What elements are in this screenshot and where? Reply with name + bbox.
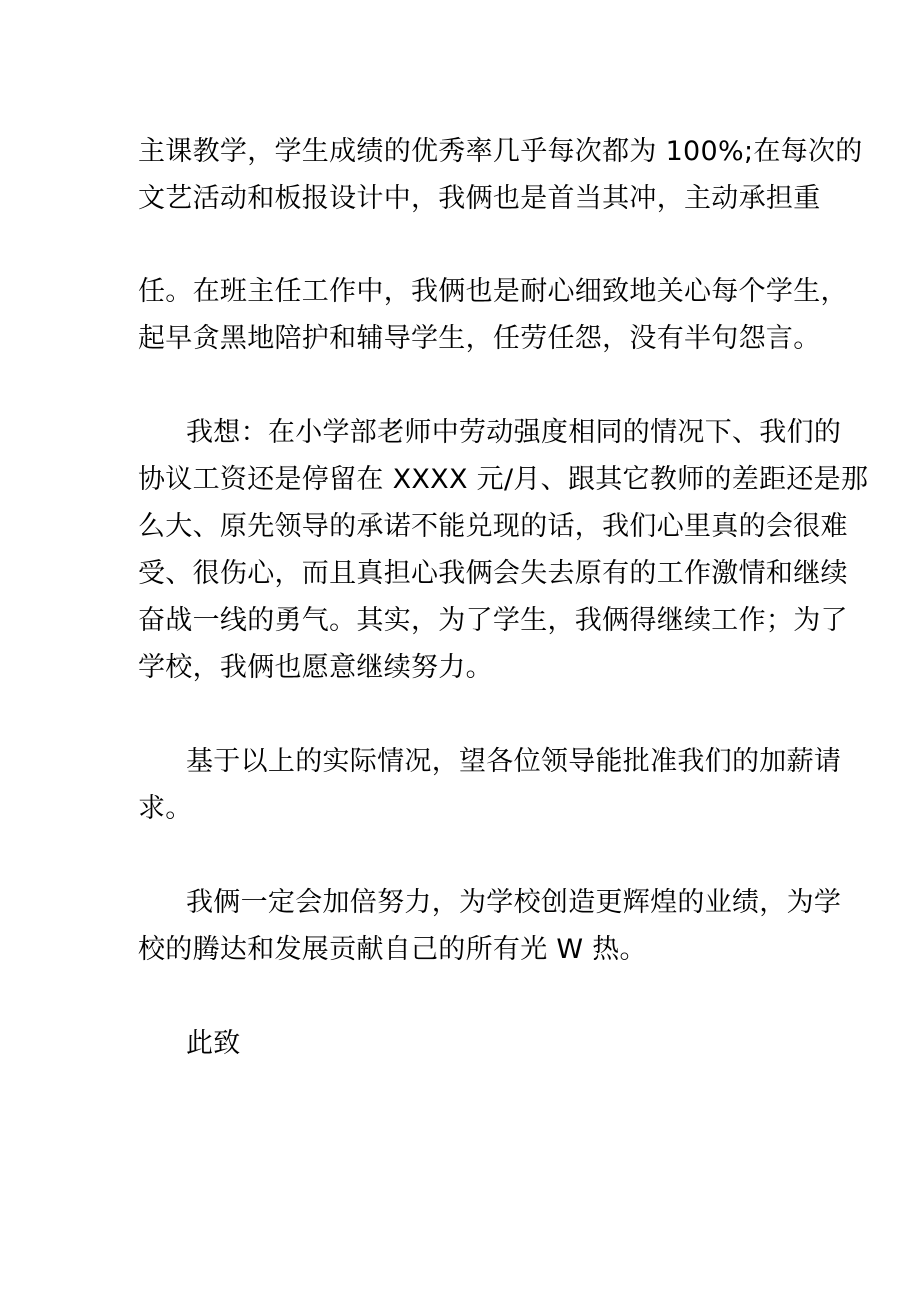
paragraph-first-line: 我俩一定会加倍努力，为学校创造更辉煌的业绩，为学: [186, 887, 842, 918]
paragraph-line: 么大、原先领导的承诺不能兑现的话，我们心里真的会很难: [138, 511, 848, 542]
paragraph-line: 奋战一线的勇气。其实，为了学生，我俩得继续工作；为了: [138, 605, 848, 636]
paragraph-line: 求。: [138, 793, 193, 824]
paragraph-line: 校的腾达和发展贡献自己的所有光 W 热。: [138, 934, 647, 965]
paragraph-line: 起早贪黑地陪护和辅导学生，任劳任怨，没有半句怨言。: [138, 323, 821, 354]
paragraph-line: 主课教学，学生成绩的优秀率几乎每次都为 100%;在每次的: [138, 136, 863, 167]
paragraph-line: 协议工资还是停留在 XXXX 元/月、跟其它教师的差距还是那: [138, 464, 869, 495]
closing-salutation: 此致: [186, 1028, 241, 1059]
paragraph-line: 受、很伤心，而且真担心我俩会失去原有的工作激情和继续: [138, 558, 848, 589]
paragraph-line: 学校，我俩也愿意继续努力。: [138, 652, 493, 683]
paragraph-line: 文艺活动和板报设计中，我俩也是首当其冲，主动承担重: [138, 183, 821, 214]
paragraph-first-line: 基于以上的实际情况，望各位领导能批准我们的加薪请: [186, 746, 842, 777]
paragraph-line: 任。在班主任工作中，我俩也是耐心细致地关心每个学生，: [138, 276, 848, 307]
paragraph-first-line: 我想：在小学部老师中劳动强度相同的情况下、我们的: [186, 417, 842, 448]
